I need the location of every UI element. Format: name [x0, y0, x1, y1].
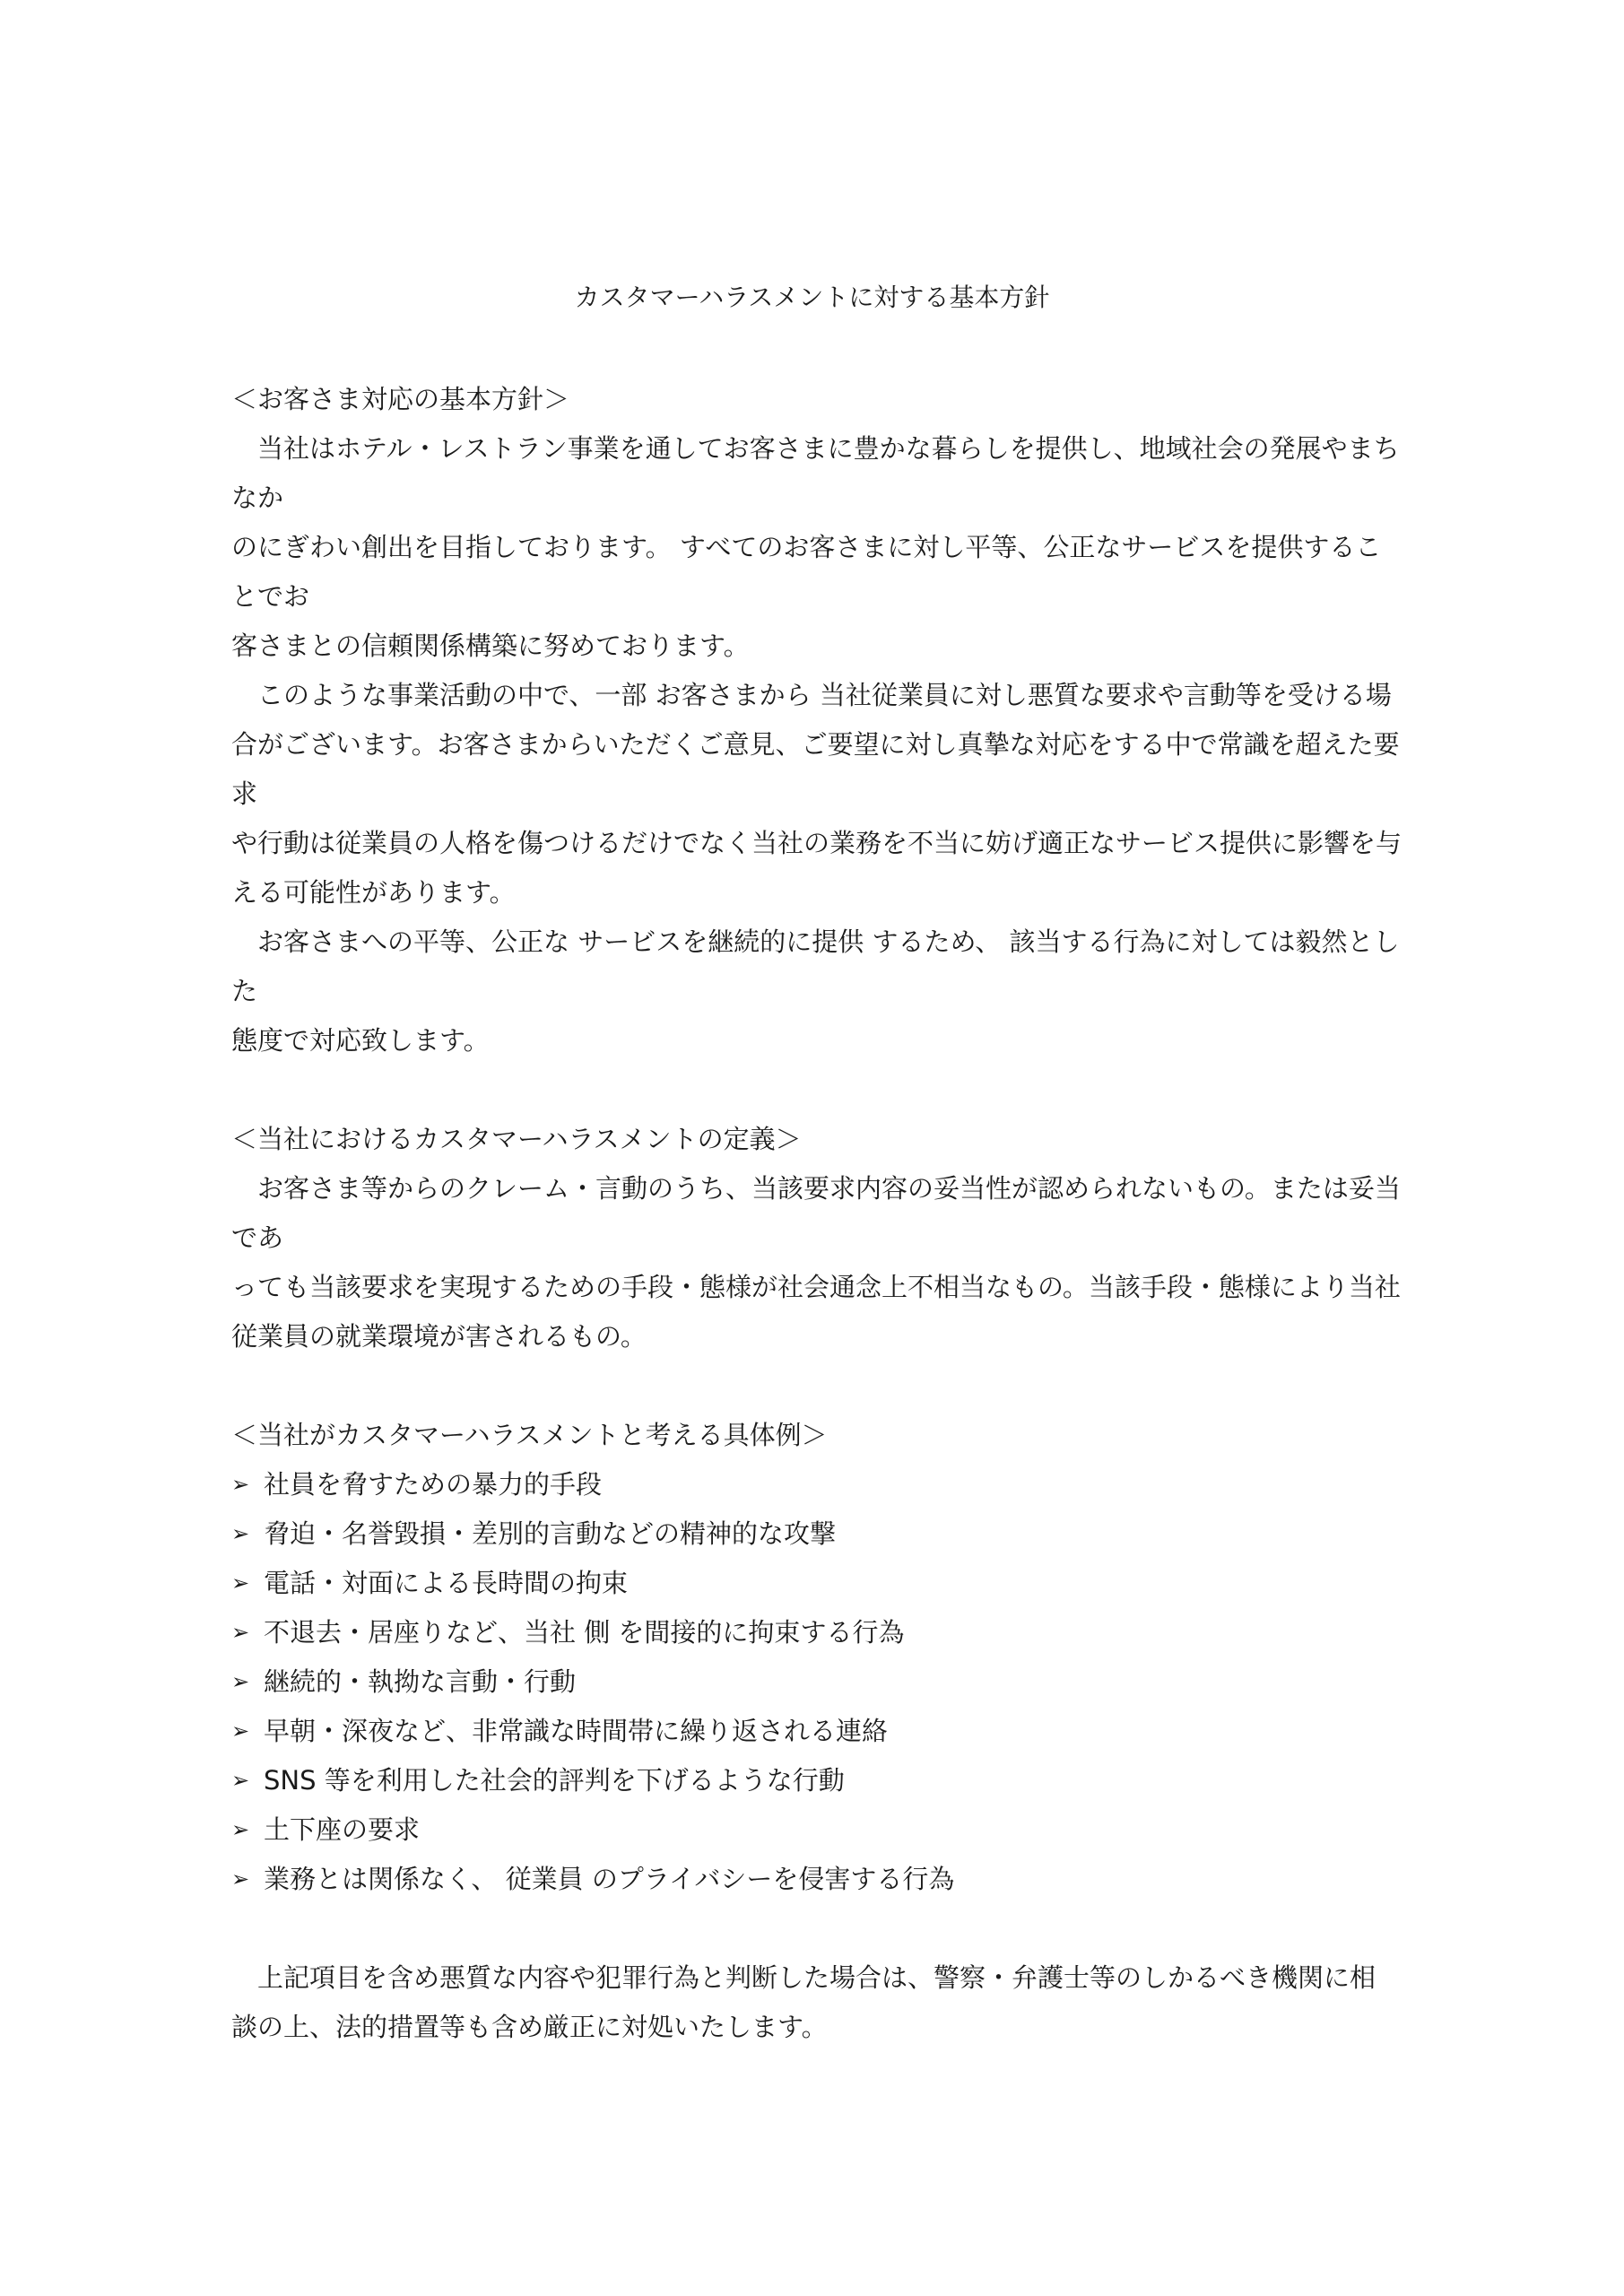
section-heading: ＜当社がカスタマーハラスメントと考える具体例＞	[231, 1420, 828, 1450]
paragraph: お客さまへの平等、公正な サービスを継続的に提供 するため、 該当する行為に対しては毅然とした 態度で対応致します。	[231, 926, 1400, 1056]
arrowhead-bullet-icon: ➢	[231, 1570, 250, 1596]
list-item-text: 業務とは関係なく、 従業員 のプライバシーを侵害する行為	[264, 1864, 955, 1894]
list-item-text: 継続的・執拗な言動・行動	[264, 1666, 577, 1697]
list-item-text: 早朝・深夜など、非常識な時間帯に繰り返される連絡	[264, 1716, 889, 1746]
spacer	[231, 1904, 1406, 1953]
arrowhead-bullet-icon: ➢	[231, 1817, 250, 1842]
list-item-text: 不退去・居座りなど、当社 側 を間接的に拘束する行為	[264, 1617, 905, 1648]
list-item	[231, 1855, 1406, 1904]
example-list	[231, 1460, 1406, 1904]
spacer	[231, 1361, 1406, 1411]
list-item	[231, 1559, 1406, 1608]
list-item-text: 脅迫・名誉毀損・差別的言動などの精神的な攻撃	[264, 1518, 837, 1549]
arrowhead-bullet-icon: ➢	[231, 1669, 250, 1694]
list-item	[231, 1756, 1406, 1805]
list-item	[231, 1657, 1406, 1707]
closing-paragraph: 上記項目を含め悪質な内容や犯罪行為と判断した場合は、警察・弁護士等のしかるべき機関に相 談の上、法的措置等も含め厳正に対処いたします。	[231, 1962, 1376, 2042]
list-item-text: 土下座の要求	[264, 1814, 421, 1845]
document-title: カスタマーハラスメントに対する基本方針	[574, 283, 1050, 312]
section-definition	[231, 1115, 1406, 1361]
arrowhead-bullet-icon: ➢	[231, 1521, 250, 1546]
section-basic-policy	[231, 375, 1406, 1065]
arrowhead-bullet-icon: ➢	[231, 1472, 250, 1497]
paragraph: 当社はホテル・レストラン事業を通してお客さまに豊かな暮らしを提供し、地域社会の発展やまちなか のにぎわい創出を目指しております。 すべてのお客さまに対し平等、公正なサービスを提供することでお 客さまとの信頼関係構築に努めております。	[231, 433, 1400, 661]
arrowhead-bullet-icon: ➢	[231, 1768, 250, 1793]
section-heading: ＜お客さま対応の基本方針＞	[231, 384, 570, 414]
arrowhead-bullet-icon: ➢	[231, 1620, 250, 1645]
list-item	[231, 1805, 1406, 1855]
spacer	[231, 1065, 1406, 1115]
section-heading: ＜当社におけるカスタマーハラスメントの定義＞	[231, 1124, 802, 1154]
document-body	[231, 375, 1406, 2052]
list-item	[231, 1707, 1406, 1756]
list-item	[231, 1460, 1406, 1509]
list-item	[231, 1509, 1406, 1559]
list-item-text: SNS 等を利用した社会的評判を下げるような行動	[264, 1765, 845, 1796]
paragraph: お客さま等からのクレーム・言動のうち、当該要求内容の妥当性が認められないもの。または妥当であ っても当該要求を実現するための手段・態様が社会通念上不相当なもの。当該手段・態様により当社 従業員の就業環境が害されるもの。	[231, 1173, 1401, 1352]
paragraph: このような事業活動の中で、一部 お客さまから 当社従業員に対し悪質な要求や言動等を受ける場 合がございます。お客さまからいただくご意見、ご要望に対し真摯な対応をする中で常識を超えた要求 や行動は従業員の人格を傷つけるだけでなく当社の業務を不当に妨げ適正なサービス提供に影響を与 える可能性があります。	[231, 680, 1403, 908]
list-item-text: 電話・対面による長時間の拘束	[264, 1568, 629, 1598]
list-item	[231, 1608, 1406, 1657]
arrowhead-bullet-icon: ➢	[231, 1866, 250, 1892]
section-examples	[231, 1411, 1406, 1904]
arrowhead-bullet-icon: ➢	[231, 1718, 250, 1744]
list-item-text: 社員を脅すための暴力的手段	[264, 1469, 603, 1500]
